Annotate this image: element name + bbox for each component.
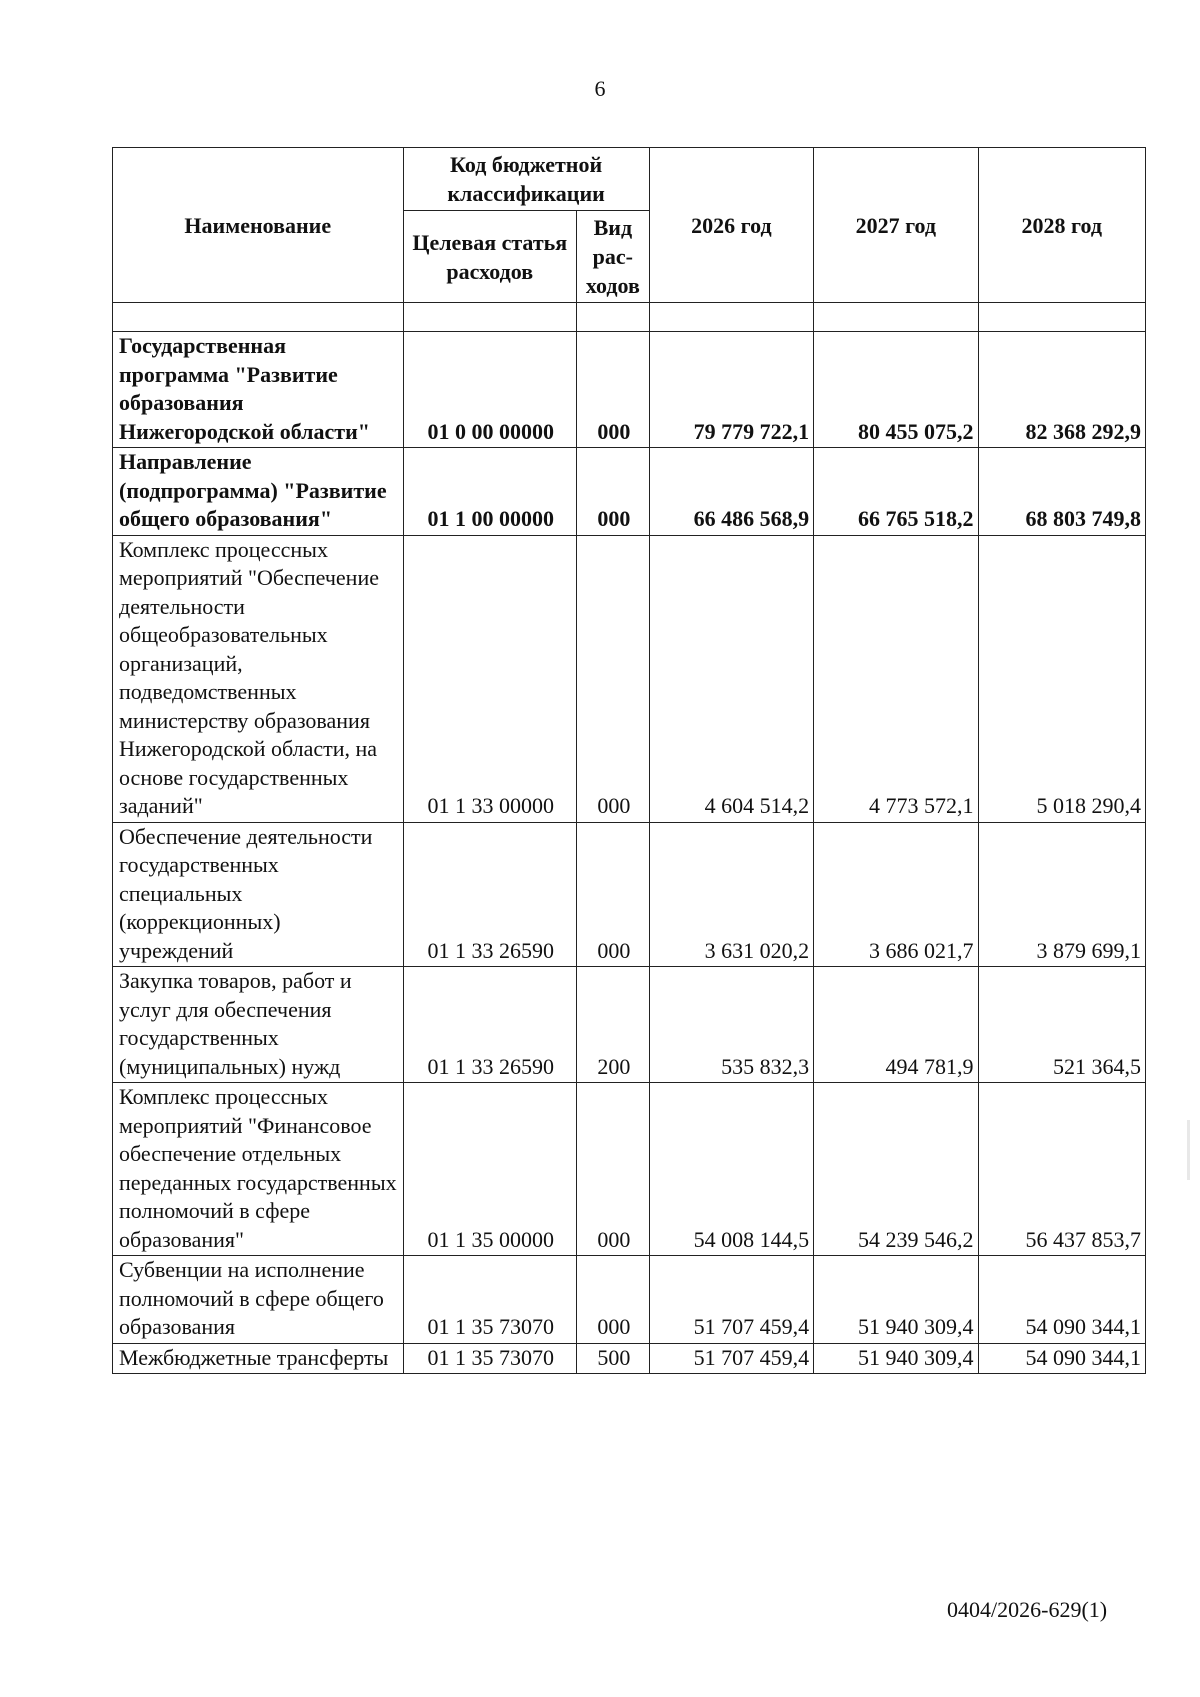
table-row [113, 1083, 1146, 1256]
row-value-2027: 4 773 572,1 [814, 535, 978, 822]
scan-artifact [1187, 1120, 1190, 1180]
row-value-2026: 54 008 144,5 [649, 1083, 813, 1256]
row-name: Субвенции на исполнение полномочий в сфере общего образования [113, 1256, 404, 1344]
row-value-2026: 3 631 020,2 [649, 822, 813, 967]
row-name: Комплекс процессных мероприятий "Финансовое обеспечение отдельных переданных государственных полномочий в сфере образования" [113, 1083, 404, 1256]
row-value-2027: 51 940 309,4 [814, 1343, 978, 1374]
row-value-2028: 5 018 290,4 [978, 535, 1146, 822]
document-code: 0404/2026-629(1) [947, 1597, 1108, 1622]
row-expense-type: 500 [577, 1343, 650, 1374]
row-expense-type: 000 [577, 448, 650, 536]
row-value-2028: 521 364,5 [978, 967, 1146, 1083]
header-year-2026: 2026 год [649, 148, 813, 303]
table-row [113, 332, 1146, 448]
row-value-2026: 79 779 722,1 [649, 332, 813, 448]
row-value-2027: 66 765 518,2 [814, 448, 978, 536]
row-value-2027: 80 455 075,2 [814, 332, 978, 448]
row-target-article: 01 0 00 00000 [403, 332, 577, 448]
row-value-2026: 4 604 514,2 [649, 535, 813, 822]
budget-table [112, 147, 1146, 1374]
row-value-2026: 535 832,3 [649, 967, 813, 1083]
table-row [113, 448, 1146, 536]
row-expense-type: 000 [577, 1083, 650, 1256]
row-value-2027: 51 940 309,4 [814, 1256, 978, 1344]
row-name: Государственная программа "Развитие образования Нижегородской области" [113, 332, 404, 448]
row-value-2027: 3 686 021,7 [814, 822, 978, 967]
spacer-row [113, 303, 1146, 332]
row-expense-type: 000 [577, 822, 650, 967]
row-name: Закупка товаров, работ и услуг для обеспечения государственных (муниципальных) нужд [113, 967, 404, 1083]
table-row [113, 822, 1146, 967]
page-number: 6 [594, 76, 606, 101]
header-year-2028: 2028 год [978, 148, 1146, 303]
row-value-2028: 82 368 292,9 [978, 332, 1146, 448]
row-value-2027: 494 781,9 [814, 967, 978, 1083]
row-expense-type: 000 [577, 332, 650, 448]
row-value-2026: 51 707 459,4 [649, 1256, 813, 1344]
header-classification: Код бюджетной классификации [403, 148, 649, 211]
header-expense-type: Вид рас-ходов [577, 211, 650, 303]
header-name: Наименование [113, 148, 404, 303]
row-target-article: 01 1 33 00000 [403, 535, 577, 822]
table-body [113, 303, 1146, 1374]
row-target-article: 01 1 33 26590 [403, 822, 577, 967]
table-row [113, 1256, 1146, 1344]
row-name: Межбюджетные трансферты [113, 1343, 404, 1374]
row-value-2027: 54 239 546,2 [814, 1083, 978, 1256]
row-target-article: 01 1 35 73070 [403, 1343, 577, 1374]
header-target-article: Целевая статья расходов [403, 211, 577, 303]
row-target-article: 01 1 33 26590 [403, 967, 577, 1083]
table-row [113, 967, 1146, 1083]
row-target-article: 01 1 35 00000 [403, 1083, 577, 1256]
table-row [113, 1343, 1146, 1374]
row-value-2028: 54 090 344,1 [978, 1343, 1146, 1374]
table-row [113, 535, 1146, 822]
row-target-article: 01 1 00 00000 [403, 448, 577, 536]
row-value-2026: 51 707 459,4 [649, 1343, 813, 1374]
row-value-2028: 54 090 344,1 [978, 1256, 1146, 1344]
row-value-2028: 3 879 699,1 [978, 822, 1146, 967]
row-expense-type: 000 [577, 1256, 650, 1344]
row-name: Направление (подпрограмма) "Развитие общего образования" [113, 448, 404, 536]
row-value-2028: 56 437 853,7 [978, 1083, 1146, 1256]
row-expense-type: 000 [577, 535, 650, 822]
row-value-2028: 68 803 749,8 [978, 448, 1146, 536]
row-name: Комплекс процессных мероприятий "Обеспечение деятельности общеобразовательных организаций, подведомственных министерству образования Нижегородской области, на основе государственных заданий" [113, 535, 404, 822]
row-target-article: 01 1 35 73070 [403, 1256, 577, 1344]
header-row-top [113, 148, 1146, 211]
header-year-2027: 2027 год [814, 148, 978, 303]
row-name: Обеспечение деятельности государственных специальных (коррекционных) учреждений [113, 822, 404, 967]
row-expense-type: 200 [577, 967, 650, 1083]
row-value-2026: 66 486 568,9 [649, 448, 813, 536]
